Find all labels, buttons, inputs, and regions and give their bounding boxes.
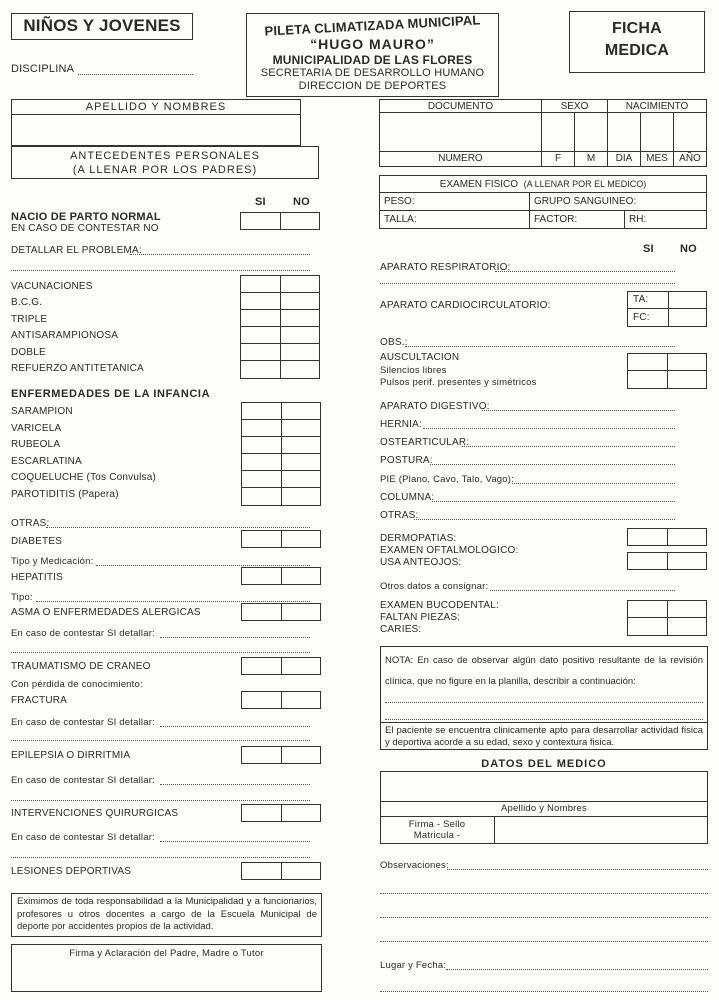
discipline-label: DISCIPLINA [11,63,75,75]
epilepsy-label: EPILEPSIA O DIRRITMIA [11,750,131,761]
respiratory-field[interactable] [495,271,675,272]
exam-title: EXAMEN FISICO [439,178,519,190]
childhood-checkboxes[interactable] [241,402,321,506]
dermo-checkbox[interactable] [627,528,707,546]
foot-label: PIE (Plano, Cavo, Talo, Vago): [380,474,514,485]
dermo-label: DERMOPATIAS: [380,533,457,544]
observations-field-2[interactable] [380,893,708,894]
rh-field[interactable]: RH: [625,211,707,229]
type-medication-label: Tipo y Medicación: [11,556,94,567]
height-field[interactable]: TALLA: [380,211,530,229]
dental-label: EXAMEN BUCODENTAL: [380,600,499,611]
observations-field-1[interactable] [447,869,708,870]
others-right-field[interactable] [414,519,675,520]
observations-field-3[interactable] [380,917,708,918]
ta-fc-table [627,291,707,327]
osteo-label: OSTEARTICULAR: [380,437,470,448]
type-field[interactable] [36,601,310,602]
eye-exam-label: EXAMEN OFTALMOLOGICO: [380,545,519,556]
weight-field[interactable]: PESO: [380,193,530,211]
osteo-field[interactable] [462,446,675,447]
name-field[interactable] [13,116,299,144]
institution-line5: DIRECCION DE DEPORTES [298,80,447,92]
other-data-label: Otros datos a consignar: [380,581,489,592]
loss-consciousness-label: Con pérdida de conocimiento: [11,679,143,690]
spine-label: COLUMNA: [380,492,435,503]
childhood-label: RUBEOLA [11,439,61,450]
birth-year-field[interactable] [674,113,707,152]
antecedents-title: ANTECEDENTES PERSONALES [70,150,260,162]
sports-injuries-checkbox[interactable] [241,862,321,880]
vaccines-checkboxes[interactable] [240,275,320,379]
vaccine-label: VACUNACIONES [11,281,93,292]
asthma-detail-field[interactable] [160,637,310,638]
institution-line3: MUNICIPALIDAD DE LAS FLORES [272,53,473,67]
place-date-label: Lugar y Fecha: [380,960,447,971]
fracture-checkbox[interactable] [241,691,321,709]
form-title-line2: MEDICA [604,42,670,59]
head-trauma-checkbox[interactable] [241,657,321,675]
detail-problem-field[interactable] [130,254,310,255]
name-label: APELLIDO Y NOMBRES [85,101,227,113]
asthma-checkbox[interactable] [241,603,321,621]
epilepsy-detail-field[interactable] [160,784,310,785]
auscultation-checkboxes[interactable] [627,353,707,389]
surgery-checkbox[interactable] [241,804,321,822]
sex-m-field[interactable] [575,113,608,152]
type-medication-field[interactable] [96,565,310,566]
childhood-label: PAROTIDITIS (Papera) [11,489,119,500]
caries-label: CARIES: [380,624,422,635]
signature-field[interactable] [496,818,706,842]
observations-field-4[interactable] [380,941,708,942]
glasses-checkbox[interactable] [627,552,707,570]
institution-line1: PILETA CLIMATIZADA MUNICIPAL [264,12,481,39]
yes-header-left: SI [255,196,266,208]
signature-label-1: Firma - Sello [408,819,466,830]
childhood-title: ENFERMEDADES DE LA INFANCIA [11,388,211,400]
other-data-field[interactable] [490,590,675,591]
if-no-label: EN CASO DE CONTESTAR NO [11,223,159,234]
no-header-left: NO [293,196,310,208]
surgery-detail-label: En caso de contestar SI detallar: [11,832,155,843]
number-label: NUMERO [380,151,542,166]
cardio-label: APARATO CARDIOCIRCULATORIO: [380,300,551,311]
discipline-field[interactable] [78,74,193,75]
exam-table [379,175,707,229]
diabetes-label: DIABETES [11,536,63,547]
antecedents-subtitle: (A LLENAR POR LOS PADRES) [72,164,258,176]
others-field[interactable] [46,527,310,528]
posture-label: POSTURA: [380,455,433,466]
others-right-label: OTRAS: [380,510,419,521]
form-title-line1: FICHA [612,20,662,37]
pulses-label: Pulsos perif. presentes y simétricos [380,377,537,388]
birth-normal-label: NACIO DE PARTO NORMAL [11,211,161,223]
yes-header-right: SI [643,243,654,255]
document-number-field[interactable] [380,113,542,152]
observations-label: Observaciones: [380,860,449,871]
vaccine-label: DOBLE [11,347,46,358]
ta-label: TA: [633,294,649,305]
head-trauma-label: TRAUMATISMO DE CRANEO [11,661,151,672]
childhood-label: COQUELUCHE (Tos Convulsa) [11,472,157,483]
birth-month-field[interactable] [641,113,674,152]
fc-label: FC: [633,312,650,323]
type-label: Tipo: [11,592,33,603]
no-header-right: NO [680,243,697,255]
month-label: MES [641,151,674,166]
category-title: NIÑOS Y JOVENES [23,16,181,35]
doctor-name-field[interactable] [382,773,706,800]
sports-injuries-label: LESIONES DEPORTIVAS [11,866,132,877]
vaccine-label: ANTISARAMPIONOSA [11,330,119,341]
childhood-label: SARAMPION [11,406,73,417]
spine-field[interactable] [432,501,675,502]
sex-header: SEXO [542,100,608,113]
birth-day-field[interactable] [608,113,641,152]
digestive-label: APARATO DIGESTIVO: [380,401,490,412]
diabetes-checkbox[interactable] [241,530,321,548]
parent-signature-label: Firma y Aclaración del Padre, Madre o Tutor [69,948,264,959]
surgery-detail-field[interactable] [160,841,310,842]
fitness-text: El paciente se encuentra clinicamente apto para desarrollar actividad fisica y deportiva acorde a su edad, sexo y contextura fisica. [385,725,703,748]
foot-field[interactable] [512,483,675,484]
ta-field[interactable] [670,292,706,307]
vaccine-label: REFUERZO ANTITETANICA [11,363,144,374]
respiratory-label: APARATO RESPIRATORIO: [380,262,511,273]
note-field-1[interactable] [385,702,703,703]
institution-line4: SECRETARIA DE DESARROLLO HUMANO [260,67,485,79]
waiver-text: Eximimos de toda responsabilidad a la Municipalidad y a funcionarios, profesores u otros docentes a cargo de la Escuela Municipal de deporte por accidentes propios de la actividad. [17,896,317,932]
document-table [379,99,707,167]
sex-f-field[interactable] [542,113,575,152]
note-text: NOTA: En caso de observar algún dato positivo resultante de la revisión clínica, que no figure en la planilla, describir a continuación: [385,655,703,687]
sex-f-label: F [542,151,575,166]
hepatitis-label: HEPATITIS [11,572,63,583]
birth-header: NACIMIENTO [608,100,707,113]
epilepsy-checkbox[interactable] [241,746,321,764]
auscultation-label: AUSCULTACION [380,352,460,363]
vaccine-label: TRIPLE [11,314,48,325]
vaccine-label: B.C.G. [11,297,43,308]
obs-label: OBS.: [380,337,408,348]
surgery-label: INTERVENCIONES QUIRURGICAS [11,808,179,819]
exam-subtitle: (A LLENAR POR EL MEDICO) [523,178,647,189]
hernia-label: HERNIA: [380,419,422,430]
factor-field[interactable]: FACTOR: [530,211,625,229]
asthma-detail-label: En caso de contestar SI detallar: [11,628,155,639]
glasses-label: USA ANTEOJOS: [380,557,462,568]
day-label: DIA [608,151,641,166]
place-date-field[interactable] [446,969,708,970]
fracture-label: FRACTURA [11,695,68,706]
childhood-label: ESCARLATINA [11,456,82,467]
signature-label-2: Matricula - [413,830,461,841]
doctor-name-label: Apellido y Nombres [501,803,587,814]
obs-field[interactable] [405,346,675,347]
others-label: OTRAS: [11,518,50,529]
hepatitis-checkbox[interactable] [241,567,321,585]
childhood-label: VARICELA [11,423,62,434]
fc-field[interactable] [670,310,706,325]
year-label: AÑO [674,151,707,166]
asthma-label: ASMA O ENFERMEDADES ALERGICAS [11,607,201,618]
hernia-field[interactable] [423,428,675,429]
institution-line2: “HUGO MAURO” [310,36,435,52]
posture-field[interactable] [430,464,675,465]
digestive-field[interactable] [482,410,675,411]
note-field-2[interactable] [385,719,703,720]
sex-m-label: M [575,151,608,166]
silences-label: Silencios libres [380,365,447,376]
birth-normal-checkbox[interactable] [240,212,320,230]
doctor-title: DATOS DEL MEDICO [481,758,607,770]
document-header: DOCUMENTO [380,100,542,113]
fracture-detail-label: En caso de contestar SI detallar: [11,717,155,728]
detail-problem-label: DETALLAR EL PROBLEMA: [11,245,142,256]
epilepsy-detail-label: En caso de contestar SI detallar: [11,775,155,786]
dental-checkboxes[interactable] [627,600,707,636]
blood-group-field[interactable]: GRUPO SANGUINEO: [530,193,707,211]
missing-teeth-label: FALTAN PIEZAS: [380,612,461,623]
fracture-detail-field[interactable] [160,726,310,727]
